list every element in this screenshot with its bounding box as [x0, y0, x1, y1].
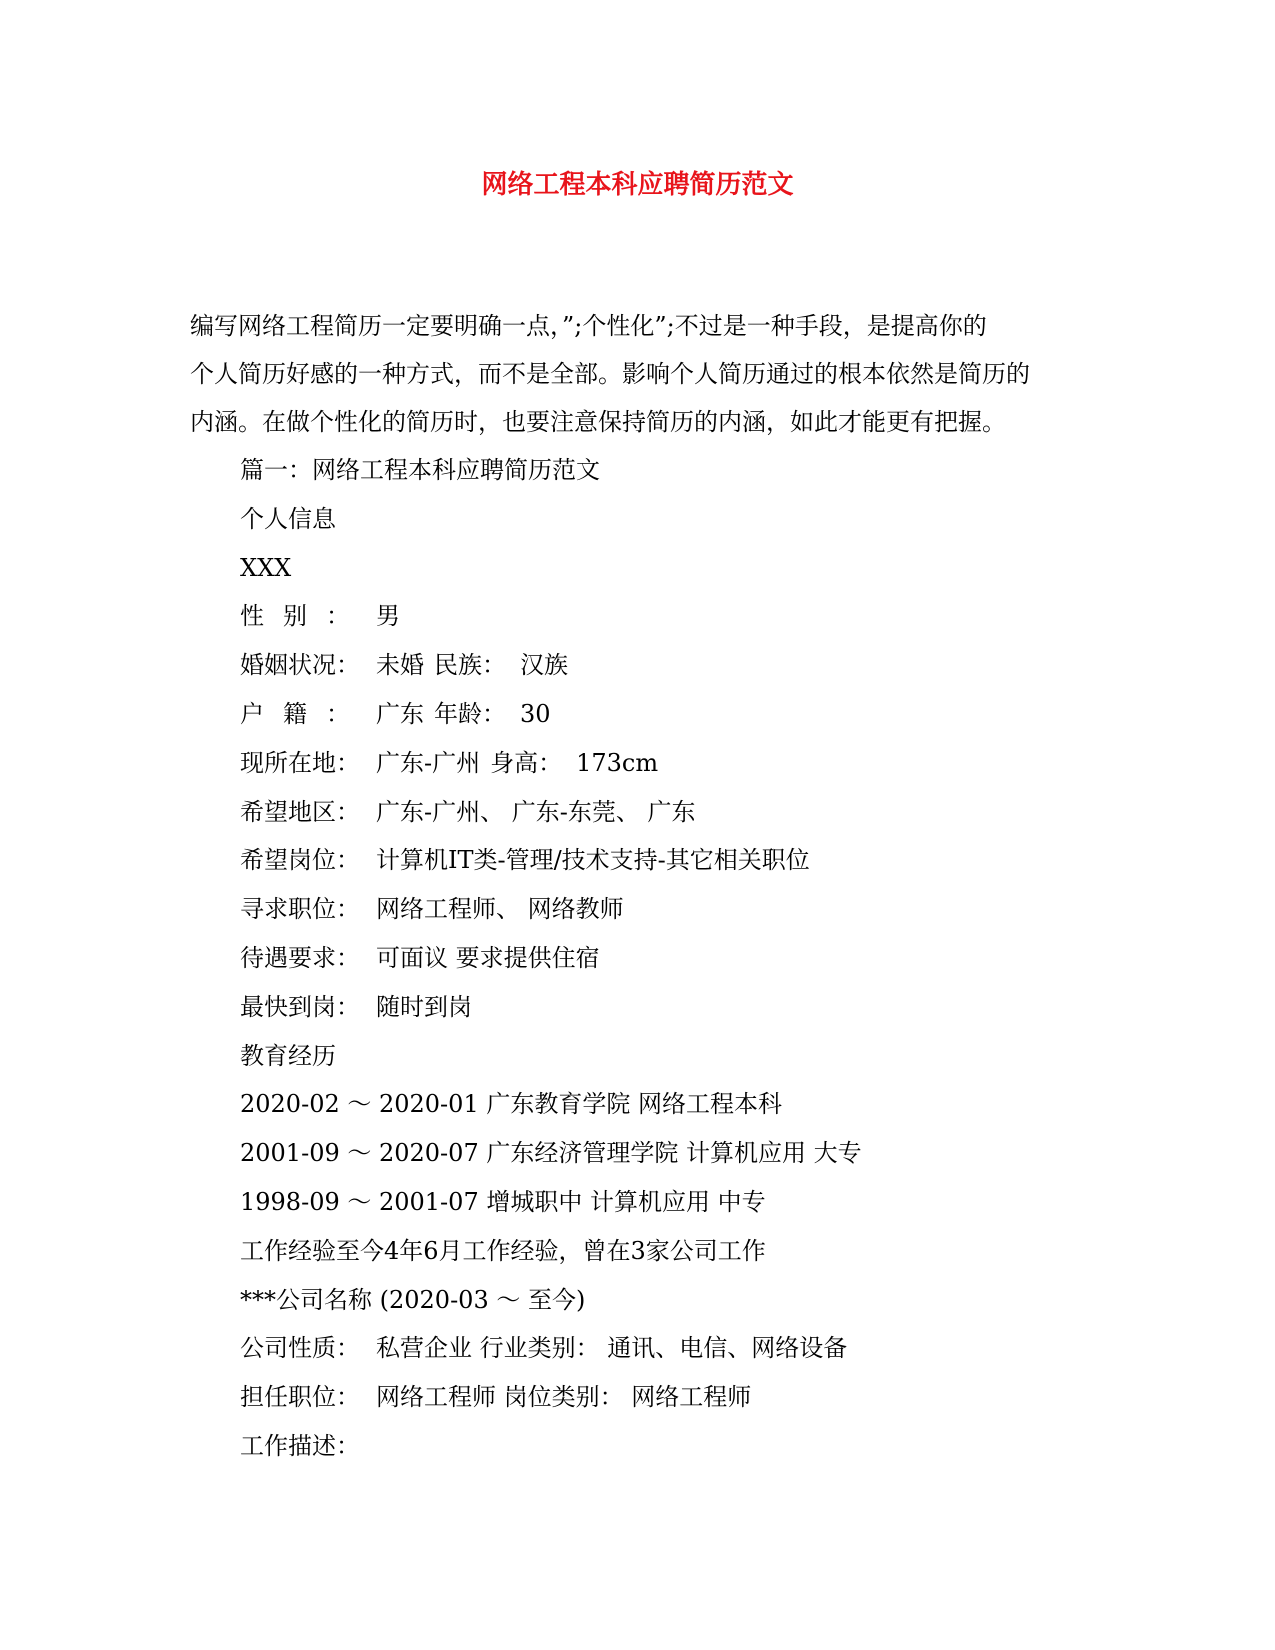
intro-line: 个人简历好感的一种方式，而不是全部。影响个人简历通过的根本依然是简历的: [190, 360, 1030, 388]
marital-label: 婚姻状况：: [240, 651, 360, 680]
seeking-value: 网络工程师、 网络教师: [376, 895, 624, 924]
education-item: 2020-02 ～ 2020-01 广东教育学院 网络工程本科: [240, 1090, 782, 1119]
gender-label: 性别：: [240, 602, 350, 631]
seeking-row: [240, 885, 1140, 934]
position-label: 担任职位：: [240, 1383, 360, 1412]
gender-row: [240, 592, 1140, 641]
seeking-label: 寻求职位：: [240, 895, 360, 924]
name-field: XXX: [240, 553, 292, 582]
company-nature-row: [240, 1324, 1140, 1373]
marital-value: 未婚: [376, 651, 424, 680]
age-value: 30: [520, 699, 551, 728]
intro-line: 编写网络工程简历一定要明确一点，”;个性化”;不过是一种手段，是提高你的: [190, 312, 987, 340]
education-item: 2001-09 ～ 2020-07 广东经济管理学院 计算机应用 大专: [240, 1139, 862, 1168]
gender-value: 男: [376, 602, 400, 631]
desired-area-label: 希望地区：: [240, 797, 360, 826]
ethnicity-label: 民族：: [434, 651, 506, 680]
desired-post-value: 计算机IT类-管理/技术支持-其它相关职位: [376, 846, 810, 875]
marital-row: [240, 641, 1140, 690]
start-row: [240, 983, 1140, 1032]
position-value: 网络工程师 岗位类别： 网络工程师: [376, 1383, 752, 1412]
hukou-value: 广东: [376, 699, 424, 728]
personal-info-heading: 个人信息: [240, 504, 336, 533]
location-label: 现所在地：: [240, 748, 360, 777]
start-value: 随时到岗: [376, 992, 472, 1021]
company-name: ***公司名称 (2020-03 ～ 至今): [240, 1285, 586, 1314]
company-nature-label: 公司性质：: [240, 1334, 360, 1363]
desired-post-row: [240, 836, 1140, 885]
salary-row: [240, 934, 1140, 983]
location-value: 广东-广州: [376, 748, 481, 777]
company-nature-value: 私营企业 行业类别： 通讯、电信、网络设备: [376, 1334, 848, 1363]
position-row: [240, 1373, 1140, 1422]
location-row: [240, 739, 1140, 788]
intro-line: 内涵。在做个性化的简历时，也要注意保持简历的内涵，如此才能更有把握。: [190, 408, 1006, 436]
height-label: 身高：: [490, 748, 563, 777]
work-description-label: 工作描述：: [240, 1431, 360, 1460]
section-heading: 篇一：网络工程本科应聘简历范文: [240, 456, 600, 484]
hukou-label: 户籍：: [240, 699, 350, 728]
education-heading: 教育经历: [240, 1041, 336, 1070]
height-value: 173cm: [576, 748, 659, 777]
hukou-row: [240, 690, 1140, 739]
document-title: 网络工程本科应聘简历范文: [481, 170, 794, 200]
salary-label: 待遇要求：: [240, 943, 360, 972]
intro-paragraph: [190, 302, 1070, 446]
education-item: 1998-09 ～ 2001-07 增城职中 计算机应用 中专: [240, 1187, 766, 1216]
desired-area-row: [240, 788, 1140, 837]
desired-post-label: 希望岗位：: [240, 846, 360, 875]
age-label: 年龄：: [434, 699, 506, 728]
ethnicity-value: 汉族: [520, 651, 568, 680]
work-summary: 工作经验至今4年6月工作经验，曾在3家公司工作: [240, 1236, 766, 1265]
start-label: 最快到岗：: [240, 992, 360, 1021]
salary-value: 可面议 要求提供住宿: [376, 943, 600, 972]
desired-area-value: 广东-广州、 广东-东莞、 广东: [376, 797, 696, 826]
resume-body: [240, 446, 1140, 1471]
